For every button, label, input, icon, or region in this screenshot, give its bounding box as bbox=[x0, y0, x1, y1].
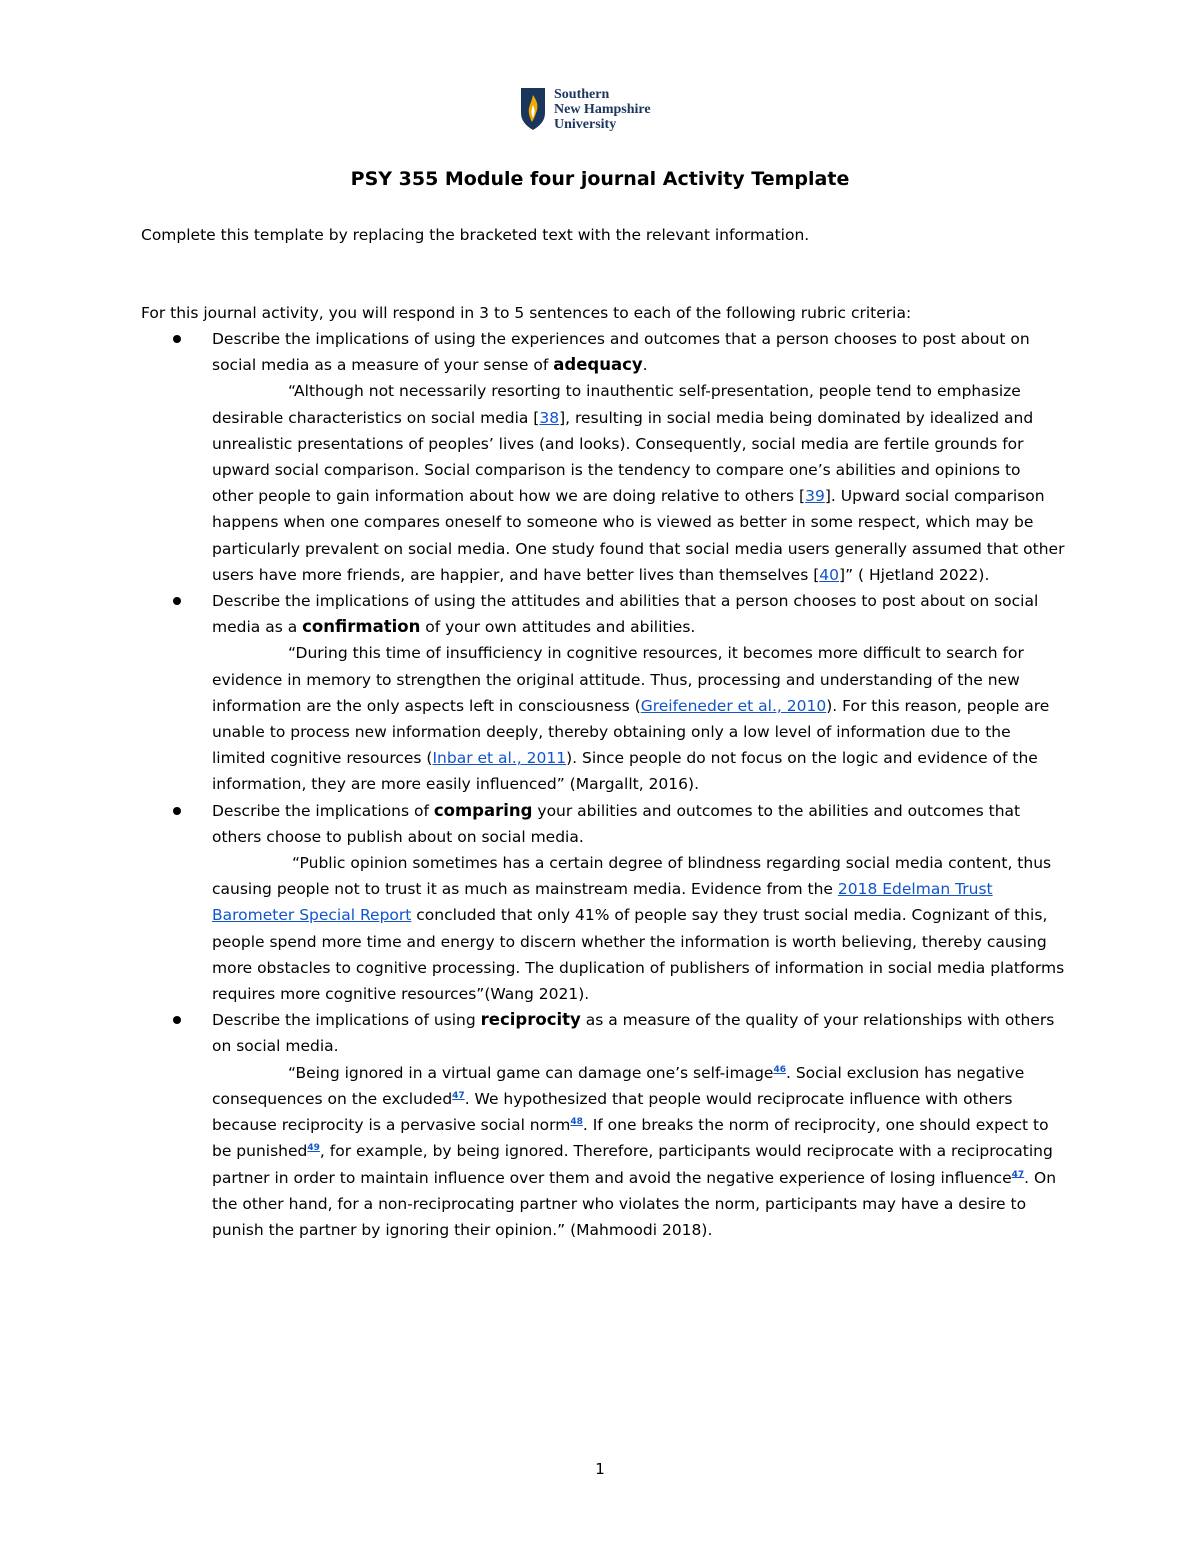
prompt-text: of your own attitudes and abilities. bbox=[420, 618, 696, 637]
rubric-prompt bbox=[212, 798, 1066, 850]
quote-text: “Although not necessarily resorting to inauthentic self-presentation, people tend to emphasize desirable characteristics on social media [ bbox=[212, 382, 1021, 427]
rubric-prompt bbox=[212, 588, 1066, 640]
logo-line-1: Southern bbox=[554, 86, 610, 102]
prompt-text: Describe the implications of using bbox=[212, 1011, 481, 1030]
footnote-link[interactable]: 49 bbox=[307, 1143, 320, 1154]
response-quote bbox=[212, 378, 1066, 588]
rubric-prompt bbox=[212, 1007, 1066, 1059]
response-quote bbox=[212, 850, 1066, 1007]
prompt-keyword: comparing bbox=[433, 800, 533, 820]
quote-text: . If one breaks the norm of reciprocity, one should expect to be punished bbox=[212, 1116, 1049, 1161]
rubric-item bbox=[141, 798, 1066, 1008]
quote-text: ). Since people do not focus on the logic and evidence of the information, they are more easily influenced” (Margallt, 2016). bbox=[212, 749, 1038, 794]
rubric-item bbox=[141, 326, 1066, 588]
logo-line-2: New Hampshire bbox=[554, 101, 651, 117]
citation-link[interactable]: Greifeneder et al., 2010 bbox=[640, 696, 827, 715]
document-title: PSY 355 Module four journal Activity Template bbox=[350, 168, 850, 190]
quote-text: . On the other hand, for a non-reciprocating partner who violates the norm, participants may have a desire to punish the partner by ignoring their opinion.” (Mahmoodi 2018). bbox=[212, 1168, 1057, 1239]
prompt-keyword: adequacy bbox=[553, 355, 643, 375]
footnote-link[interactable]: 48 bbox=[570, 1116, 583, 1127]
prompt-text: your abilities and outcomes to the abilities and outcomes that others choose to publish about on social media. bbox=[212, 801, 1021, 846]
footnote-link[interactable]: 47 bbox=[1011, 1169, 1025, 1180]
prompt-keyword: reciprocity bbox=[480, 1010, 581, 1030]
lead-paragraph: For this journal activity, you will respond in 3 to 5 sentences to each of the following rubric criteria: bbox=[141, 304, 912, 322]
footnote-link[interactable]: 46 bbox=[773, 1064, 786, 1075]
quote-text: ]. Upward social comparison happens when one compares oneself to someone who is viewed as better in some respect, which may be particularly prevalent on social media. One study found that social media users generally assumed that other users have more friends, are happier, and have better lives than themselves [ bbox=[212, 487, 1065, 584]
quote-text: . Social exclusion has negative consequences on the excluded bbox=[212, 1063, 1025, 1108]
quote-text: concluded that only 41% of people say they trust social media. Cognizant of this, people spend more time and energy to discern whether the information is worth believing, thereby causing more obstacles to cognitive processing. The duplication of publishers of information in social media platforms requires more cognitive resources”(Wang 2021). bbox=[212, 906, 1065, 1004]
footnote-link[interactable]: 47 bbox=[452, 1090, 465, 1101]
bullet-icon bbox=[173, 807, 181, 815]
intro-instruction: Complete this template by replacing the bracketed text with the relevant information. bbox=[141, 226, 810, 244]
prompt-text: Describe the implications of bbox=[212, 801, 434, 820]
citation-link[interactable]: 40 bbox=[819, 565, 840, 584]
quote-text: , for example, by being ignored. Therefore, participants would reciprocate with a reciprocating partner in order to maintain influence over them and avoid the negative experience of losing influence bbox=[212, 1142, 1053, 1187]
rubric-item bbox=[141, 588, 1066, 798]
shield-flame-icon bbox=[520, 87, 546, 131]
citation-link[interactable]: 39 bbox=[805, 487, 825, 506]
quote-text: . We hypothesized that people would reciprocate influence with others because reciprocity is a pervasive social norm bbox=[212, 1089, 1013, 1135]
rubric-prompt bbox=[212, 326, 1066, 378]
bullet-icon bbox=[173, 1016, 181, 1024]
quote-text: ], resulting in social media being dominated by idealized and unrealistic presentations of peoples’ lives (and looks). Consequently, social media are fertile grounds for upward social comparison. Social comparison is the tendency to compare one’s abilities and opinions to other people to gain information about how we are doing relative to others [ bbox=[212, 408, 1034, 506]
logo-line-3: University bbox=[554, 116, 617, 132]
report-link[interactable]: 2018 Edelman Trust Barometer Special Report bbox=[212, 880, 993, 925]
citation-link[interactable]: 38 bbox=[539, 408, 560, 427]
quote-text: “Being ignored in a virtual game can damage one’s self-image bbox=[288, 1063, 774, 1082]
response-quote bbox=[212, 1060, 1066, 1243]
prompt-text: Describe the implications of using the attitudes and abilities that a person chooses to post about on social media as a bbox=[212, 592, 1039, 637]
prompt-keyword: confirmation bbox=[302, 617, 421, 637]
citation-link[interactable]: Inbar et al., 2011 bbox=[432, 749, 567, 768]
prompt-text: Describe the implications of using the experiences and outcomes that a person chooses to post about on social media as a measure of your sense of bbox=[212, 330, 1030, 375]
prompt-text: as a measure of the quality of your relationships with others on social media. bbox=[212, 1011, 1055, 1056]
response-quote bbox=[212, 640, 1066, 797]
logo-wordmark bbox=[554, 87, 651, 132]
page-number: 1 bbox=[595, 1460, 605, 1478]
university-logo bbox=[520, 84, 690, 134]
prompt-text: . bbox=[642, 356, 648, 375]
rubric-list bbox=[141, 326, 1066, 1243]
quote-text: ). For this reason, people are unable to process new information deeply, thereby obtaining only a low level of information due to the limited cognitive resources ( bbox=[212, 696, 1050, 768]
bullet-icon bbox=[173, 597, 181, 605]
rubric-item bbox=[141, 1007, 1066, 1243]
quote-text: ]” ( Hjetland 2022). bbox=[839, 565, 990, 584]
bullet-icon bbox=[173, 335, 181, 343]
quote-text: “During this time of insufficiency in cognitive resources, it becomes more difficult to search for evidence in memory to strengthen the original attitude. Thus, processing and understanding of the new information are the only aspects left in consciousness ( bbox=[212, 644, 1024, 715]
quote-text: “Public opinion sometimes has a certain degree of blindness regarding social media content, thus causing people not to trust it as much as mainstream media. Evidence from the bbox=[212, 854, 1052, 899]
